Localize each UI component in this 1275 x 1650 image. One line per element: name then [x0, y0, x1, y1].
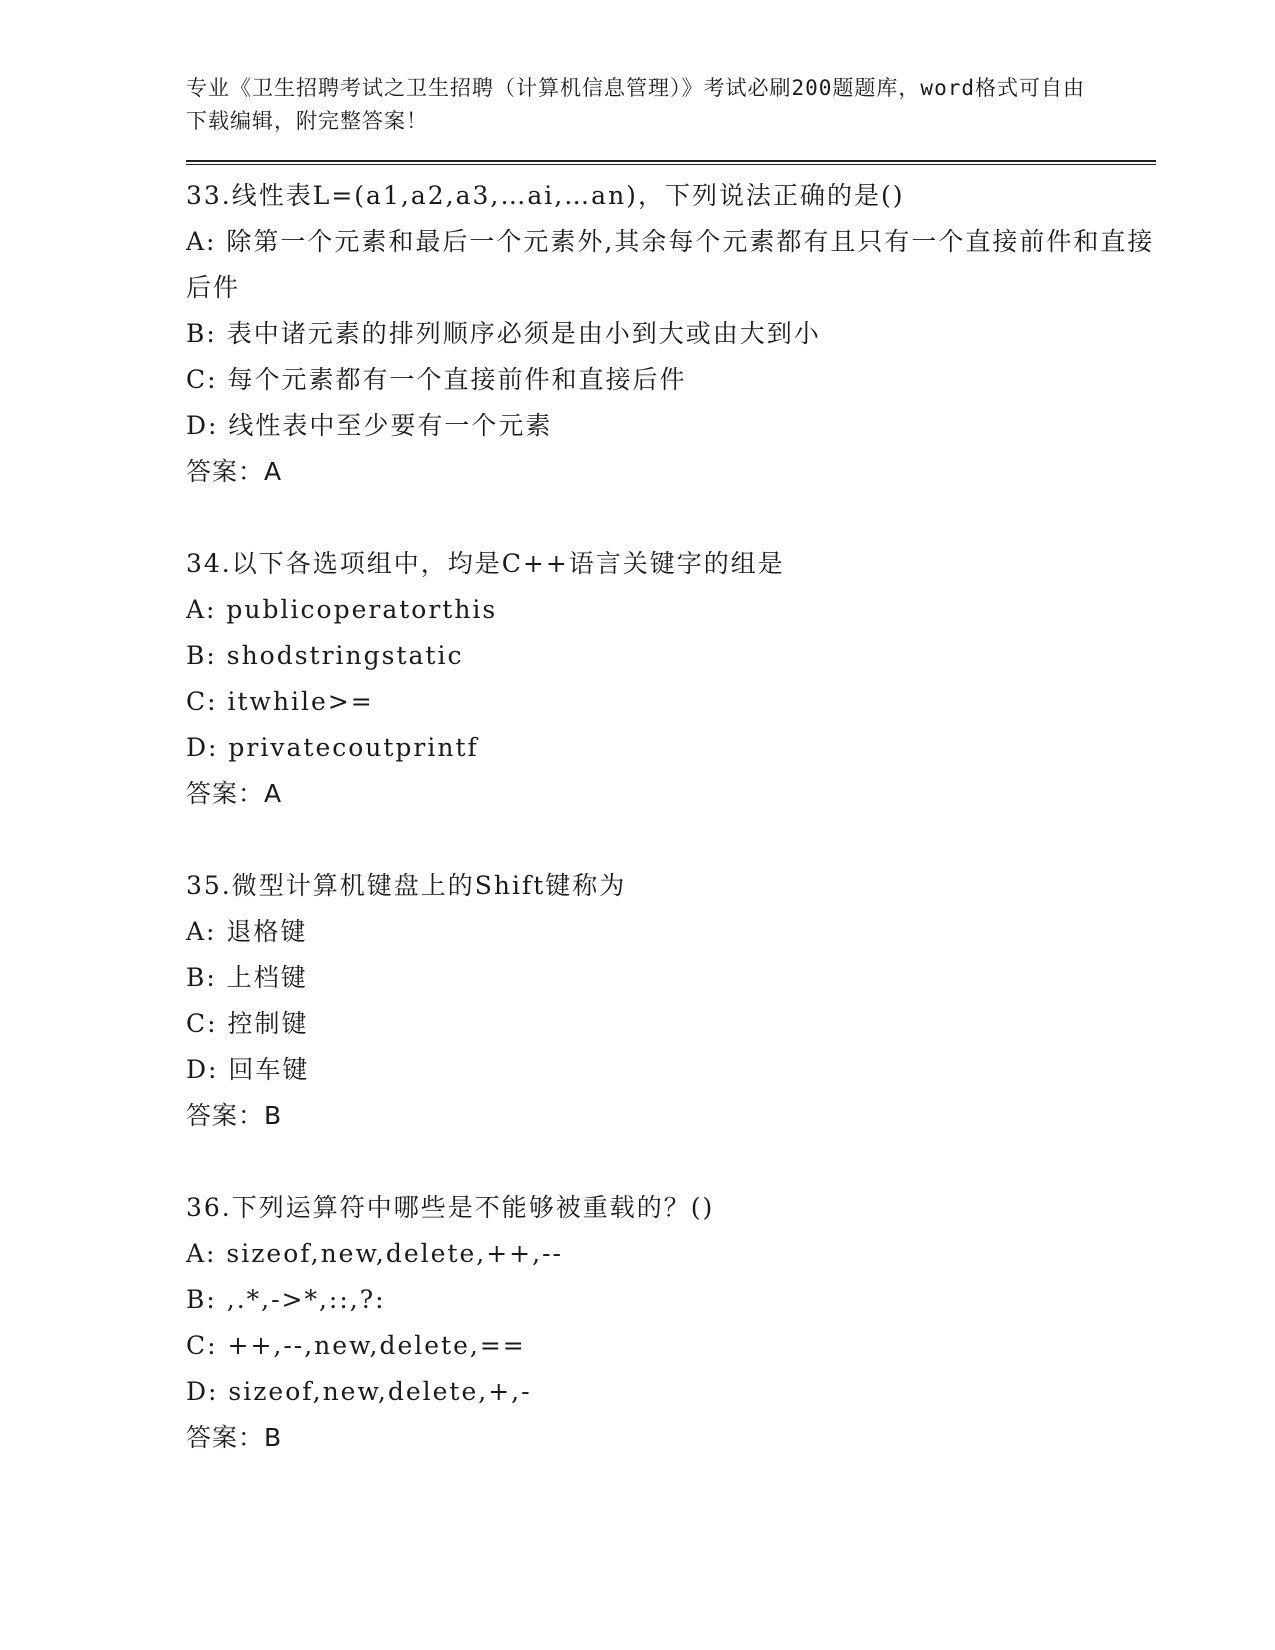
question-title: 33.线性表L=(a1,a2,a3,…ai,…an)，下列说法正确的是() [186, 181, 905, 210]
option-c: C: itwhile>= [186, 687, 374, 716]
option-c: C: ++,--,new,delete,== [186, 1331, 526, 1360]
question-35 [186, 863, 1156, 1139]
question-list [186, 173, 1156, 1461]
answer-label: 答案：B [186, 1423, 283, 1452]
option-c: C: 每个元素都有一个直接前件和直接后件 [186, 365, 687, 394]
question-36 [186, 1185, 1156, 1461]
question-title: 35.微型计算机键盘上的Shift键称为 [186, 871, 627, 900]
answer-label: 答案：A [186, 779, 283, 808]
option-b: B: 表中诸元素的排列顺序必须是由小到大或由大到小 [186, 319, 821, 348]
question-title: 36.下列运算符中哪些是不能够被重载的？() [186, 1193, 715, 1222]
option-a: A: publicoperatorthis [186, 595, 498, 624]
header-divider [186, 160, 1156, 165]
option-d: D: 回车键 [186, 1055, 310, 1084]
option-b: B: ,.*,->*,::,?: [186, 1285, 386, 1314]
option-b: B: 上档键 [186, 963, 308, 992]
option-b: B: shodstringstatic [186, 641, 464, 670]
document-page [186, 72, 1156, 1507]
answer-label: 答案：A [186, 457, 283, 486]
question-33 [186, 173, 1156, 495]
question-34 [186, 541, 1156, 817]
option-a: A: 除第一个元素和最后一个元素外,其余每个元素都有且只有一个直接前件和直接后件 [186, 227, 1155, 302]
document-header: 专业《卫生招聘考试之卫生招聘（计算机信息管理）》考试必刷200题题库，word格式可自由下载编辑，附完整答案！ [186, 76, 1085, 133]
answer-label: 答案：B [186, 1101, 283, 1130]
option-a: A: sizeof,new,delete,++,-- [186, 1239, 563, 1268]
option-a: A: 退格键 [186, 917, 308, 946]
option-d: D: privatecoutprintf [186, 733, 479, 762]
option-c: C: 控制键 [186, 1009, 309, 1038]
option-d: D: sizeof,new,delete,+,- [186, 1377, 532, 1406]
question-title: 34.以下各选项组中，均是C++语言关键字的组是 [186, 549, 785, 578]
option-d: D: 线性表中至少要有一个元素 [186, 411, 553, 440]
